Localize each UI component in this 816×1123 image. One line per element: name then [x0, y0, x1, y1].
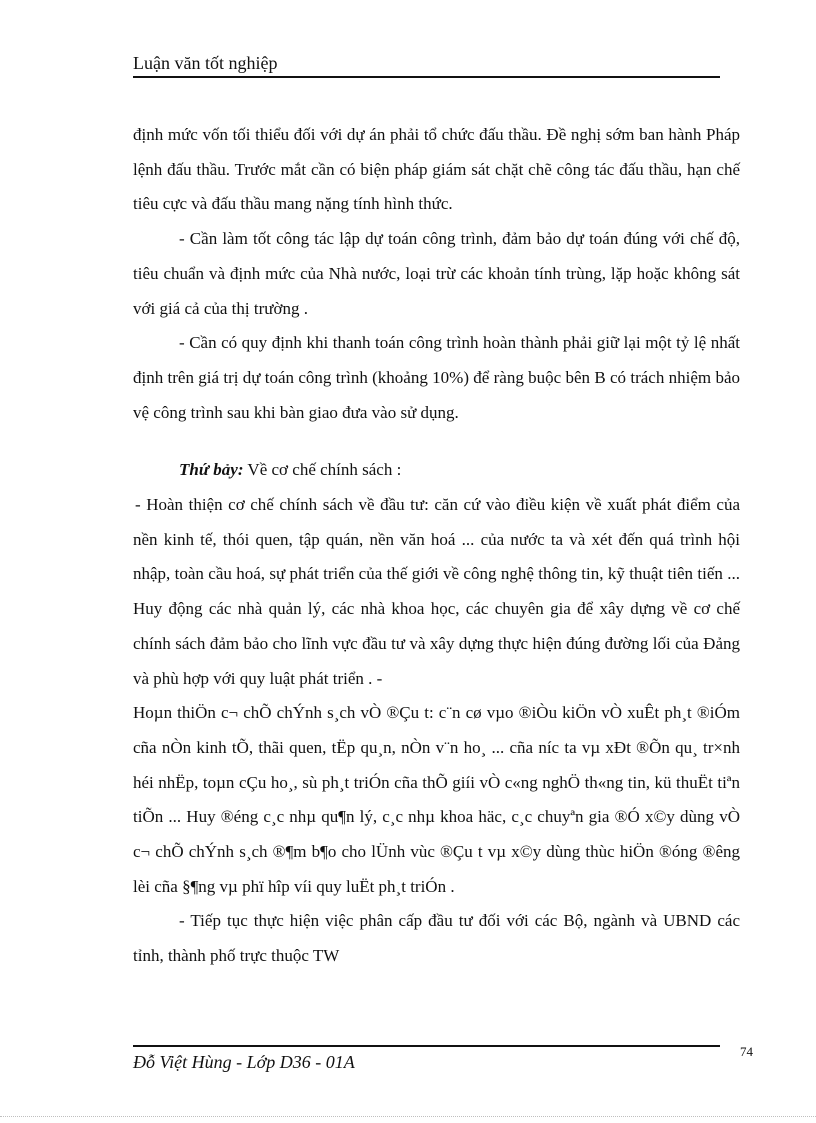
section-heading-label: Thứ bảy: — [179, 460, 244, 480]
section-heading — [133, 453, 740, 488]
page-number: 74 — [740, 1044, 753, 1059]
body-text — [133, 118, 740, 974]
footer-rule — [133, 1045, 720, 1047]
page-bottom-border — [0, 1116, 816, 1117]
section-heading-text: Về cơ chế chính sách : — [243, 460, 402, 480]
paragraph-1: định mức vốn tối thiểu đối với dự án phải tổ chức đấu thầu. Đề nghị sớm ban hành Pháp lệnh đấu thầu. Trước mắt cần có biện pháp giám sát chặt chẽ công tác đấu thầu, hạn chế tiêu cực và đấu thầu mang nặng tính hình thức. — [133, 125, 740, 214]
paragraph-6: - Tiếp tục thực hiện việc phân cấp đầu tư đối với các Bộ, ngành và UBND các tỉnh, thành phố trực thuộc TW — [133, 911, 740, 966]
paragraph-3: - Cần có quy định khi thanh toán công trình hoàn thành phải giữ lại một tỷ lệ nhất định trên giá trị dự toán công trình (khoảng 10%) để ràng buộc bên B có trách nhiệm bảo vệ công trình sau khi bàn giao đưa vào sử dụng. — [133, 333, 740, 422]
paragraph-2: - Cần làm tốt công tác lập dự toán công trình, đảm bảo dự toán đúng với chế độ, tiêu chuẩn và định mức của Nhà nước, loại trừ các khoản tính trùng, lặp hoặc không sát với giá cả của thị trường . — [133, 229, 740, 318]
footer-author: Đỗ Việt Hùng - Lớp D36 - 01A — [133, 1052, 355, 1072]
running-header: Luận văn tốt nghiệp — [133, 53, 278, 73]
paragraph-gap — [133, 430, 740, 453]
paragraph-4: - Hoàn thiện cơ chế chính sách về đầu tư: căn cứ vào điều kiện về xuất phát điểm của nền kinh tế, thói quen, tập quán, nền văn hoá ... của nước ta và xét đến quá trình hội nhập, toàn cầu hoá, sự phát triển của thế giới về công nghệ thông tin, kỹ thuật tiên tiến ... Huy động các nhà quản lý, các nhà khoa học, các chuyên gia để xây dựng về cơ chế chính sách đảm bảo cho lĩnh vực đầu tư và xây dựng thực hiện đúng đường lối của Đảng và phù hợp với quy luật phát triển . - — [133, 495, 740, 688]
header-rule — [133, 76, 720, 78]
paragraph-5-garbled: Hoµn thiÖn c¬ chÕ chÝnh s¸ch vÒ ®Çu t: c¨n cø vµo ®iÒu kiÖn vÒ xuÊt ph¸t ®iÓm cña nÒn kinh tÕ, thãi quen, tËp qu¸n, nÒn v¨n ho¸ ... cña níc ta vµ xÐt ®Õn qu¸ tr×nh héi nhËp, toµn cÇu ho¸, sù ph¸t triÓn cña thÕ giíi vÒ c«ng nghÖ th«ng tin, kü thuËt tiªn tiÕn ... Huy ®éng c¸c nhµ qu¶n lý, c¸c nhµ khoa häc, c¸c chuyªn gia ®Ó x©y dùng vÒ c¬ chÕ chÝnh s¸ch ®¶m b¶o cho lÜnh vùc ®Çu t vµ x©y dùng thùc hiÖn ®óng ®êng lèi cña §¶ng vµ phï hîp víi quy luËt ph¸t triÓn . — [133, 703, 740, 896]
